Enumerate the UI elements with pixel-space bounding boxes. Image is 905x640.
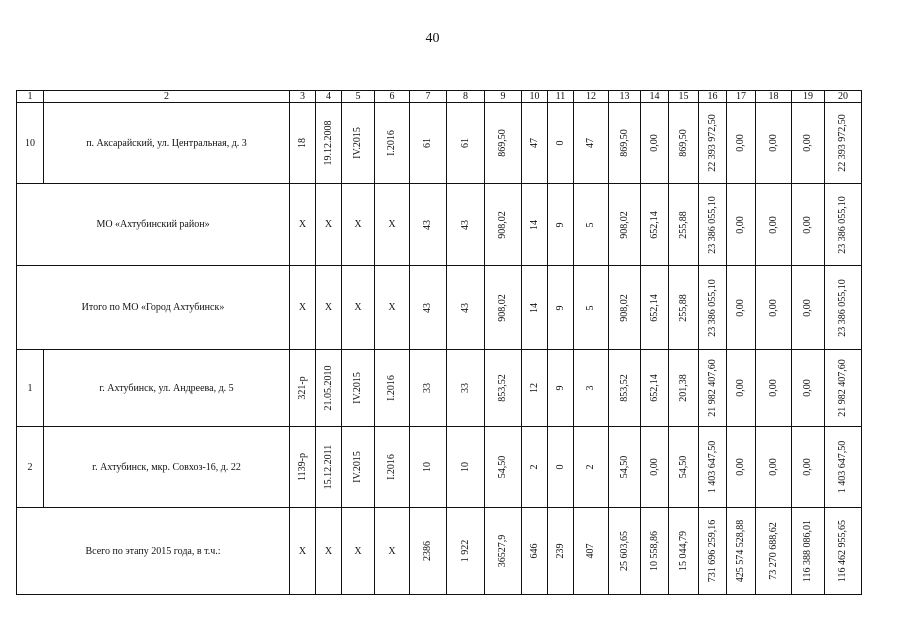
value-text: 853,52: [497, 374, 508, 402]
value-cell: [342, 103, 375, 184]
header-cell: 12: [574, 91, 609, 103]
value-cell: X: [342, 508, 375, 595]
value-text: 0,00: [767, 458, 779, 476]
value-cell: [699, 103, 727, 184]
value-cell: [548, 266, 574, 350]
value-cell: [825, 184, 862, 266]
value-text: 239: [554, 543, 566, 559]
value-text: 2386: [422, 541, 433, 561]
value-text: 2: [585, 464, 596, 470]
value-text: 10 558,86: [648, 531, 660, 571]
table-row: [17, 103, 862, 184]
value-text: 116 388 086,01: [802, 519, 813, 583]
value-cell: [342, 427, 375, 508]
value-cell: [699, 184, 727, 266]
value-text: 10: [459, 462, 471, 472]
value-cell: X: [375, 266, 410, 350]
value-text: I.2016: [386, 130, 397, 156]
value-text: 54,50: [618, 455, 630, 479]
value-cell: [548, 508, 574, 595]
value-text: 908,02: [618, 210, 630, 239]
value-text: 869,50: [618, 129, 630, 157]
value-text: 652,14: [648, 374, 660, 402]
value-text: 731 696 259,16: [706, 519, 718, 583]
value-text: 43: [422, 302, 433, 313]
value-cell: [447, 508, 485, 595]
value-text: I.2016: [386, 375, 397, 401]
value-cell: [825, 350, 862, 427]
value-text: 407: [585, 543, 596, 559]
value-cell: [522, 103, 548, 184]
value-text: 425 574 528,88: [735, 519, 746, 583]
value-cell: [699, 427, 727, 508]
value-cell: [699, 508, 727, 595]
header-cell: 5: [342, 91, 375, 103]
value-text: 0,00: [802, 134, 813, 152]
address-cell: г. Ахтубинск, ул. Андреева, д. 5: [44, 350, 290, 427]
value-cell: [410, 508, 447, 595]
row-number: 2: [17, 427, 44, 508]
value-text: 9: [554, 305, 566, 310]
value-cell: [756, 508, 792, 595]
value-cell: X: [342, 184, 375, 266]
value-text: 1 403 647,50: [706, 440, 718, 494]
address-cell: п. Аксарайский, ул. Центральная, д. 3: [44, 103, 290, 184]
value-cell: [756, 184, 792, 266]
value-cell: [485, 350, 522, 427]
value-text: 869,50: [497, 129, 508, 157]
header-cell: 3: [290, 91, 316, 103]
value-cell: X: [290, 266, 316, 350]
value-cell: [574, 427, 609, 508]
value-cell: [375, 427, 410, 508]
value-cell: [641, 184, 669, 266]
value-cell: [727, 350, 756, 427]
value-cell: [641, 508, 669, 595]
value-cell: [792, 184, 825, 266]
header-cell: 8: [447, 91, 485, 103]
value-cell: [447, 350, 485, 427]
value-cell: [727, 427, 756, 508]
value-text: 0,00: [767, 215, 779, 234]
value-cell: [825, 266, 862, 350]
value-cell: [792, 508, 825, 595]
value-cell: [825, 103, 862, 184]
value-text: 23 386 055,10: [837, 195, 848, 254]
value-cell: [669, 508, 699, 595]
value-text: 0,00: [648, 458, 660, 476]
value-cell: [574, 350, 609, 427]
value-text: 47: [585, 138, 596, 148]
value-cell: [641, 427, 669, 508]
value-cell: [447, 266, 485, 350]
row-number: 10: [17, 103, 44, 184]
value-text: 908,02: [497, 210, 508, 239]
address-cell: г. Ахтубинск, мкр. Совхоз-16, д. 22: [44, 427, 290, 508]
value-text: 54,50: [677, 455, 689, 479]
value-text: 0,00: [735, 379, 746, 397]
value-text: 0,00: [767, 298, 779, 317]
header-cell: 16: [699, 91, 727, 103]
value-text: IV.2015: [352, 127, 363, 159]
value-cell: [316, 103, 342, 184]
value-text: 14: [528, 302, 540, 313]
header-cell: 6: [375, 91, 410, 103]
value-cell: [410, 350, 447, 427]
value-cell: [574, 103, 609, 184]
value-text: 0,00: [735, 215, 746, 234]
value-cell: [756, 266, 792, 350]
value-cell: [756, 350, 792, 427]
value-cell: [792, 350, 825, 427]
value-text: 15.12.2011: [322, 444, 334, 490]
value-text: 23 386 055,10: [706, 278, 718, 337]
header-cell: 13: [609, 91, 641, 103]
value-cell: X: [316, 266, 342, 350]
value-text: 0,00: [802, 458, 813, 476]
value-cell: X: [375, 508, 410, 595]
value-cell: [375, 350, 410, 427]
value-cell: X: [316, 184, 342, 266]
value-cell: [727, 103, 756, 184]
value-cell: [756, 103, 792, 184]
value-text: 0,00: [802, 379, 813, 397]
value-text: 0,00: [735, 298, 746, 317]
value-text: 10: [422, 462, 433, 472]
value-cell: [641, 350, 669, 427]
value-cell: [609, 266, 641, 350]
value-cell: [574, 508, 609, 595]
header-cell: 4: [316, 91, 342, 103]
value-text: IV.2015: [352, 451, 363, 483]
table-row: [17, 350, 862, 427]
value-text: 12: [528, 383, 540, 393]
row-label: Всего по этапу 2015 года, в т.ч.:: [17, 508, 290, 595]
value-text: 1 922: [459, 539, 471, 563]
value-text: 25 603,65: [618, 531, 630, 571]
value-text: 9: [554, 222, 566, 227]
value-cell: [485, 103, 522, 184]
value-cell: X: [342, 266, 375, 350]
value-text: 3: [585, 385, 596, 391]
value-text: 0,00: [735, 134, 746, 152]
value-text: 47: [528, 138, 540, 148]
value-text: 0,00: [735, 458, 746, 476]
row-number: 1: [17, 350, 44, 427]
value-cell: [756, 427, 792, 508]
value-text: 21.05.2010: [322, 365, 334, 411]
value-cell: [825, 508, 862, 595]
value-text: 908,02: [618, 293, 630, 322]
value-cell: [410, 427, 447, 508]
value-cell: [485, 266, 522, 350]
table-row: [17, 427, 862, 508]
value-cell: [669, 184, 699, 266]
value-cell: X: [375, 184, 410, 266]
value-cell: [522, 266, 548, 350]
value-cell: [548, 427, 574, 508]
value-cell: [699, 266, 727, 350]
value-cell: [485, 184, 522, 266]
value-text: 201,38: [677, 374, 689, 402]
value-cell: [727, 266, 756, 350]
value-text: 73 270 688,62: [767, 522, 779, 580]
table-row: [17, 266, 862, 350]
value-cell: [485, 508, 522, 595]
value-cell: [410, 103, 447, 184]
value-cell: X: [290, 184, 316, 266]
value-text: 22 393 972,50: [706, 114, 718, 172]
value-cell: [375, 103, 410, 184]
value-cell: [609, 427, 641, 508]
value-cell: [669, 266, 699, 350]
value-cell: [574, 184, 609, 266]
value-text: 5: [585, 305, 596, 310]
value-text: 0,00: [767, 134, 779, 152]
header-cell: 20: [825, 91, 862, 103]
value-cell: [641, 103, 669, 184]
value-text: 23 386 055,10: [706, 195, 718, 254]
value-text: 33: [459, 383, 471, 393]
value-cell: [522, 427, 548, 508]
value-cell: [669, 427, 699, 508]
value-text: 14: [528, 219, 540, 230]
value-text: 255,88: [677, 293, 689, 322]
value-cell: [410, 184, 447, 266]
value-text: 43: [459, 219, 471, 230]
value-cell: [792, 427, 825, 508]
value-cell: [727, 508, 756, 595]
value-text: 19.12.2008: [322, 120, 334, 166]
table-row: [17, 184, 862, 266]
value-cell: [727, 184, 756, 266]
data-table: [16, 90, 862, 595]
row-label: МО «Ахтубинский район»: [17, 184, 290, 266]
header-cell: 10: [522, 91, 548, 103]
value-text: 54,50: [497, 455, 508, 479]
value-cell: [609, 350, 641, 427]
value-text: 21 982 407,60: [837, 359, 848, 417]
value-cell: [316, 350, 342, 427]
value-text: 116 462 955,65: [837, 519, 848, 583]
value-cell: [669, 103, 699, 184]
value-text: 0,00: [802, 215, 813, 234]
value-cell: [548, 184, 574, 266]
value-text: 853,52: [618, 374, 630, 402]
value-text: 61: [459, 138, 471, 148]
value-text: IV.2015: [352, 372, 363, 404]
value-cell: [290, 427, 316, 508]
value-text: 9: [554, 385, 566, 391]
value-text: 23 386 055,10: [837, 278, 848, 337]
header-cell: 15: [669, 91, 699, 103]
value-cell: [792, 266, 825, 350]
value-text: 869,50: [677, 129, 689, 157]
value-cell: [522, 508, 548, 595]
value-cell: [641, 266, 669, 350]
value-cell: [792, 103, 825, 184]
value-text: 18: [296, 138, 308, 148]
value-text: 0,00: [802, 298, 813, 317]
value-text: 908,02: [497, 293, 508, 322]
value-text: 61: [422, 138, 433, 148]
header-cell: 17: [727, 91, 756, 103]
value-text: 21 982 407,60: [706, 359, 718, 417]
header-cell: 9: [485, 91, 522, 103]
value-cell: [669, 350, 699, 427]
value-cell: [609, 184, 641, 266]
value-text: 652,14: [648, 210, 660, 239]
value-text: 15 044,79: [677, 531, 689, 571]
header-cell: 2: [44, 91, 290, 103]
value-text: 22 393 972,50: [837, 114, 848, 172]
value-text: 1139-р: [296, 453, 308, 481]
header-cell: 1: [17, 91, 44, 103]
value-cell: [447, 427, 485, 508]
value-cell: [699, 350, 727, 427]
value-text: 646: [528, 543, 540, 559]
value-text: 36527,9: [497, 534, 508, 568]
value-cell: [342, 350, 375, 427]
value-cell: [548, 350, 574, 427]
value-text: 43: [459, 302, 471, 313]
value-text: 5: [585, 222, 596, 227]
value-cell: [290, 103, 316, 184]
value-cell: [447, 184, 485, 266]
value-text: 321-р: [296, 376, 308, 400]
value-text: 0,00: [648, 134, 660, 152]
header-cell: 11: [548, 91, 574, 103]
value-text: 0: [554, 140, 566, 146]
value-cell: X: [316, 508, 342, 595]
value-cell: [574, 266, 609, 350]
value-cell: [447, 103, 485, 184]
value-cell: [609, 103, 641, 184]
value-text: 43: [422, 219, 433, 230]
value-text: 1 403 647,50: [837, 440, 848, 494]
table-row: [17, 508, 862, 595]
value-cell: X: [290, 508, 316, 595]
value-cell: [522, 350, 548, 427]
value-cell: [825, 427, 862, 508]
page-number: 40: [425, 31, 440, 46]
header-cell: 7: [410, 91, 447, 103]
value-cell: [290, 350, 316, 427]
value-cell: [485, 427, 522, 508]
value-text: I.2016: [386, 454, 397, 480]
value-text: 255,88: [677, 210, 689, 239]
value-cell: [410, 266, 447, 350]
header-cell: 19: [792, 91, 825, 103]
value-cell: [548, 103, 574, 184]
value-text: 2: [528, 464, 540, 470]
value-text: 652,14: [648, 293, 660, 322]
value-text: 33: [422, 383, 433, 393]
value-text: 0: [554, 464, 566, 470]
row-label: Итого по МО «Город Ахтубинск»: [17, 266, 290, 350]
value-cell: [609, 508, 641, 595]
table-header-row: [17, 91, 862, 103]
header-cell: 14: [641, 91, 669, 103]
value-text: 0,00: [767, 379, 779, 397]
header-cell: 18: [756, 91, 792, 103]
value-cell: [316, 427, 342, 508]
value-cell: [522, 184, 548, 266]
